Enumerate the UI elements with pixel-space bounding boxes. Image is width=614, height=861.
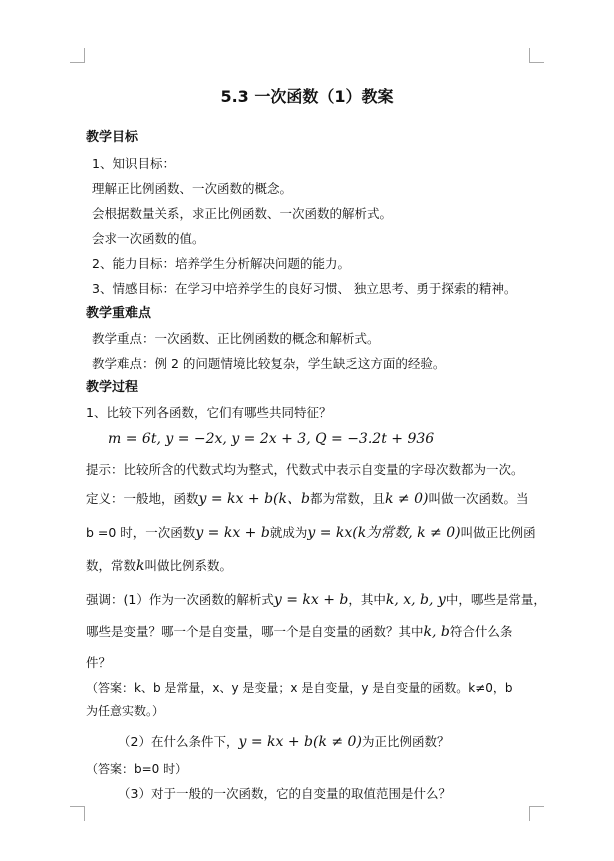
definition3-formula: k	[136, 558, 145, 574]
answer-1-line-1: （答案：k、b 是常量，x、y 是变量；x 是自变量，y 是自变量的函数。k≠0，b	[86, 681, 513, 695]
process-question-1: 1、比较下列各函数，它们有哪些共同特征？	[86, 405, 332, 420]
definition3-text-a: 数，常数	[86, 558, 137, 573]
definition-line-1	[86, 491, 528, 507]
question-2	[118, 734, 449, 750]
function-list-formula: m = 6t, y = −2x, y = 2x + 3, Q = −3.2t + 936	[108, 431, 435, 447]
crop-mark-bottom-left	[70, 806, 85, 821]
question2-text-b: 为正比例函数？	[361, 734, 450, 749]
heading-process: 教学过程	[86, 380, 139, 395]
definition-formula-b: k ≠ 0)	[384, 491, 429, 507]
definition-line-3	[86, 558, 232, 574]
question-3: （3）对于一般的一次函数，它的自变量的取值范围是什么？	[118, 786, 451, 801]
emphasis-line-1	[86, 592, 546, 608]
definition-text-a: 定义：一般地，函数	[86, 491, 199, 506]
definition3-text-b: 叫做比例系数。	[144, 558, 233, 573]
definition2-text-a: b =0 时，一次函数	[86, 525, 196, 540]
key-focus: 教学重点：一次函数、正比例函数的概念和解析式。	[92, 331, 380, 346]
key-difficulty: 教学难点：例 2 的问题情境比较复杂，学生缺乏这方面的经验。	[92, 356, 446, 371]
emphasis1-text-b: ，其中	[348, 592, 386, 607]
goal-ability: 2、能力目标：培养学生分析解决问题的能力。	[92, 256, 350, 271]
definition2-formula-b: y = kx(k为常数, k ≠ 0)	[307, 525, 461, 541]
goal-knowledge-label: 1、知识目标：	[92, 156, 175, 171]
process-hint: 提示：比较所含的代数式均为整式，代数式中表示自变量的字母次数都为一次。	[86, 462, 524, 477]
goal-knowledge-3: 会求一次函数的值。	[92, 231, 205, 246]
definition-text-b: 都为常数，且	[309, 491, 385, 506]
goal-knowledge-1: 理解正比例函数、一次函数的概念。	[92, 181, 293, 196]
crop-mark-top-right	[529, 48, 544, 63]
question2-formula: y = kx + b(k ≠ 0)	[238, 734, 362, 750]
emphasis1-formula-b: k, x, b, y	[385, 592, 446, 608]
emphasis1-text-a: 强调：(1）作为一次函数的解析式	[86, 592, 274, 607]
goal-knowledge-2: 会根据数量关系，求正比例函数、一次函数的解析式。	[92, 206, 393, 221]
document-title: 5.3 一次函数（1）教案	[220, 87, 394, 106]
goal-emotion: 3、情感目标：在学习中培养学生的良好习惯、 独立思考、勇于探索的精神。	[92, 281, 517, 296]
definition2-formula-a: y = kx + b	[195, 525, 270, 541]
emphasis1-formula-a: y = kx + b	[273, 592, 349, 608]
emphasis-line-2	[86, 624, 512, 640]
emphasis1-text-c: 中，哪些是常量，	[445, 592, 546, 607]
heading-goals: 教学目标	[86, 130, 139, 145]
question2-text-a: （2）在什么条件下，	[118, 734, 239, 749]
definition-text-c: 叫做一次函数。当	[428, 491, 529, 506]
crop-mark-bottom-right	[529, 806, 544, 821]
crop-mark-top-left	[70, 48, 85, 63]
heading-key-points: 教学重难点	[86, 306, 152, 321]
answer-1-line-2: 为任意实数。）	[86, 704, 165, 718]
emphasis2-text-a: 哪些是变量？哪一个是自变量，哪一个是自变量的函数？其中	[86, 624, 424, 639]
emphasis-line-3: 件？	[86, 655, 112, 670]
answer-2: （答案：b=0 时）	[86, 762, 188, 776]
definition2-text-c: 叫做正比例函	[460, 525, 536, 540]
definition2-text-b: 就成为	[269, 525, 308, 540]
definition-formula-a: y = kx + b(k、b	[198, 491, 310, 507]
emphasis2-formula: k, b	[423, 624, 450, 640]
emphasis2-text-b: 符合什么条	[449, 624, 513, 639]
definition-line-2	[86, 525, 536, 541]
